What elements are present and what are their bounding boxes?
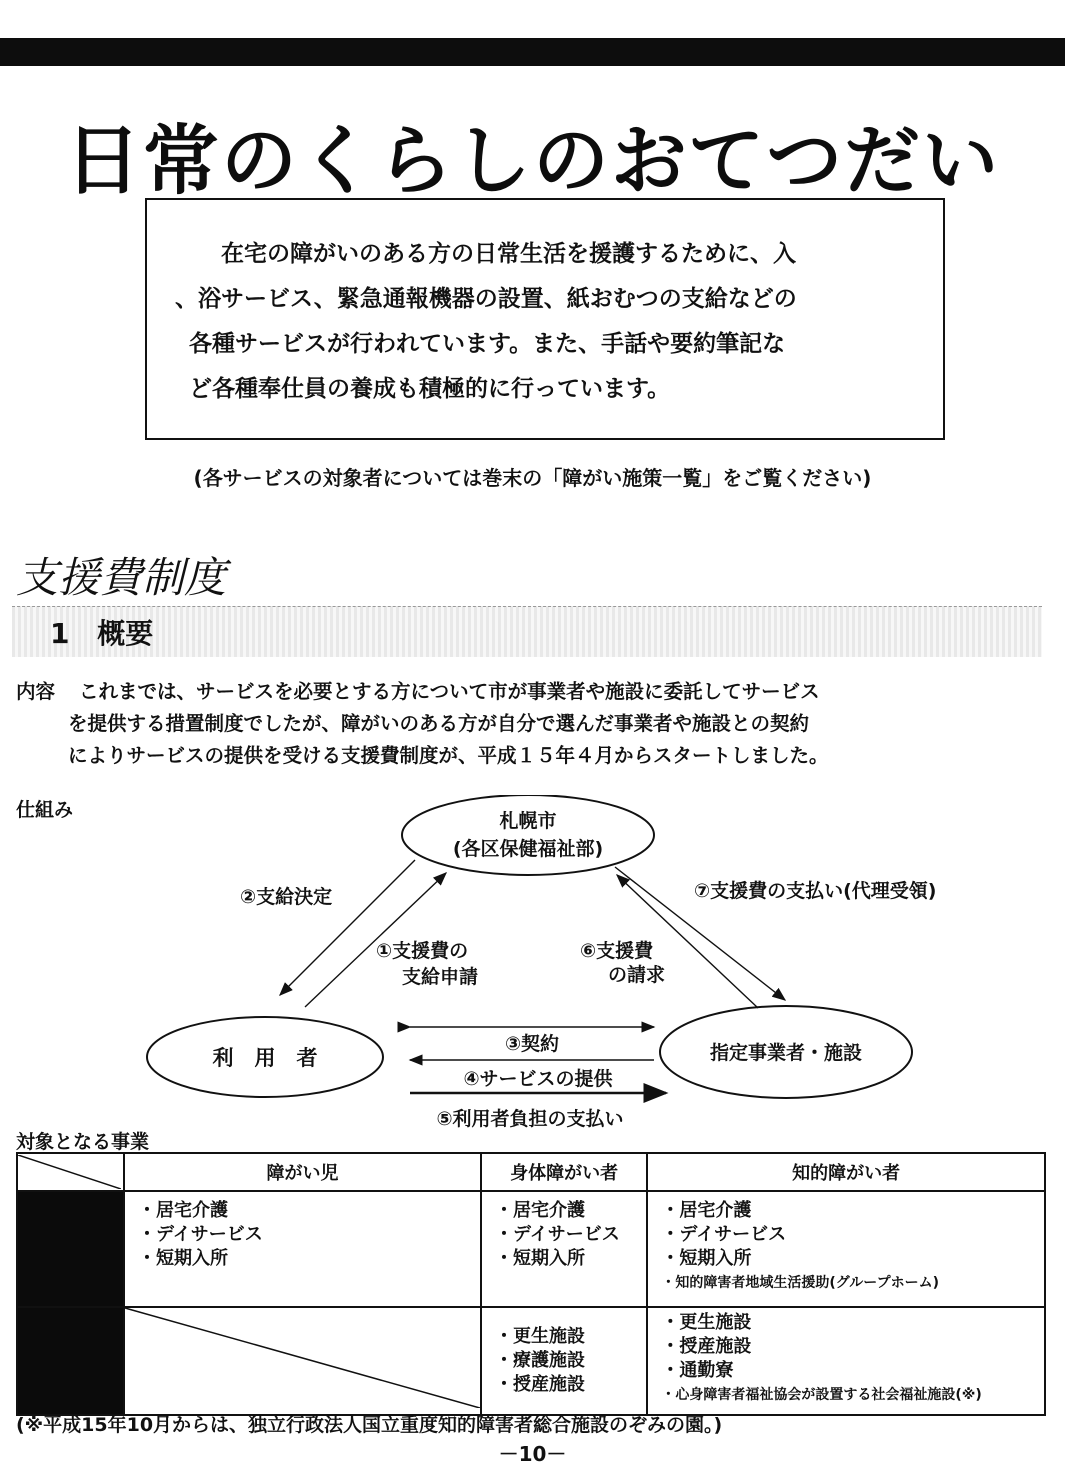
section-title: 支援費制度 [16,553,227,602]
step1-label: ①支援費の [376,940,469,962]
content-line: を提供する措置制度でしたが、障がいのある方が自分で選んだ事業者や施設との契約 [68,712,810,735]
city-label: 札幌市 [499,810,557,832]
subsection-label: 概要 [97,617,154,650]
header-child: 障がい児 [124,1153,481,1191]
list-item: ・ 授産施設 [495,1373,645,1397]
list-item: ・ デイサービス [138,1223,479,1247]
header-physical: 身体障がい者 [481,1153,647,1191]
subsection-heading [50,612,153,652]
user-label: 利 用 者 [212,1046,318,1070]
table-label: 対象となる事業 [16,1131,150,1153]
corner-diagonal [18,1155,121,1189]
list-item: ・ 更生施設 [661,1311,1043,1335]
intro-line: 、浴サービス、緊急通報機器の設置、紙おむつの支給などの [175,286,797,312]
content-paragraph [16,676,1046,772]
list-item: ・ デイサービス [661,1223,1043,1247]
list-item: ・ 短期入所 [661,1247,1043,1271]
row-category-cell [17,1191,124,1307]
list-item: ・ 療護施設 [495,1349,645,1373]
intro-line: ど各種奉仕員の養成も積極的に行っています。 [189,376,671,402]
city-ellipse [402,795,654,875]
list-item: ・ 更生施設 [495,1325,645,1349]
empty-cell-diagonal [125,1308,480,1408]
step3-label: ③契約 [504,1033,560,1055]
content-line: によりサービスの提供を受ける支援費制度が、平成１５年４月からスタートしました。 [68,744,829,767]
step2-label: ②支給決定 [240,886,333,908]
provider-label: 指定事業者・施設 [709,1042,863,1064]
header-intellectual: 知的障がい者 [647,1153,1045,1191]
intro-line: 各種サービスが行われています。また、手話や要約筆記な [189,331,786,357]
intro-line: 在宅の障がいのある方の日常生活を援護するために、入 [221,241,796,267]
list-item: ・ 居宅介護 [138,1199,479,1223]
step5-label: ⑤利用者負担の支払い [436,1108,624,1130]
step1-label-2: 支給申請 [402,966,479,988]
list-item: ・ 居宅介護 [661,1199,1043,1223]
list-item: ・ 知的障害者地域生活援助(グループホーム) [661,1271,1043,1295]
step4-label: ④サービスの提供 [463,1068,613,1090]
row-category-cell [17,1307,124,1415]
step7-label: ⑦支援費の支払い(代理受領) [694,880,937,902]
list-item: ・ 心身障害者福祉協会が設置する社会福祉施設(※) [661,1383,1043,1407]
list-item: ・ 短期入所 [495,1247,645,1271]
list-item: ・ デイサービス [495,1223,645,1247]
mechanism-label: 仕組み [16,799,74,821]
step6-label-2: の請求 [608,964,666,986]
subsection-band [12,606,1042,657]
list-item: ・ 居宅介護 [495,1199,645,1223]
table-row [17,1191,1045,1307]
reference-note: (各サービスの対象者については巻末の「障がい施策一覧」をご覧ください) [193,466,872,490]
table-header-row [17,1153,1045,1191]
page-title: 日常のくらしのおてつだい [64,116,1001,205]
top-rule [0,38,1065,66]
footnote: (※平成15年10月からは、独立行政法人国立重度知的障害者総合施設のぞみの園。) [16,1414,723,1436]
decision-arrow [280,860,415,995]
page-number: －10－ [498,1442,567,1466]
step6-label: ⑥支援費 [580,940,654,962]
content-label: 内容 [16,680,56,703]
list-item: ・ 短期入所 [138,1247,479,1271]
content-line: これまでは、サービスを必要とする方について市が事業者や施設に委託してサービス [79,680,820,703]
cell-child-home [124,1191,481,1307]
list-item: ・ 授産施設 [661,1335,1043,1359]
cell-physical-home [481,1191,647,1307]
service-table [16,1152,1046,1416]
cell-intellectual-facility [647,1307,1045,1415]
cell-intellectual-home [647,1191,1045,1307]
support-flow-diagram [130,795,1050,1135]
intro-text [175,232,915,412]
city-sublabel: (各区保健福祉部) [452,838,604,860]
subsection-number: 1 [50,617,70,650]
list-item: ・ 通勤寮 [661,1359,1043,1383]
table-row [17,1307,1045,1415]
table-corner [17,1153,124,1191]
cell-child-facility-empty [124,1307,481,1415]
cell-physical-facility [481,1307,647,1415]
